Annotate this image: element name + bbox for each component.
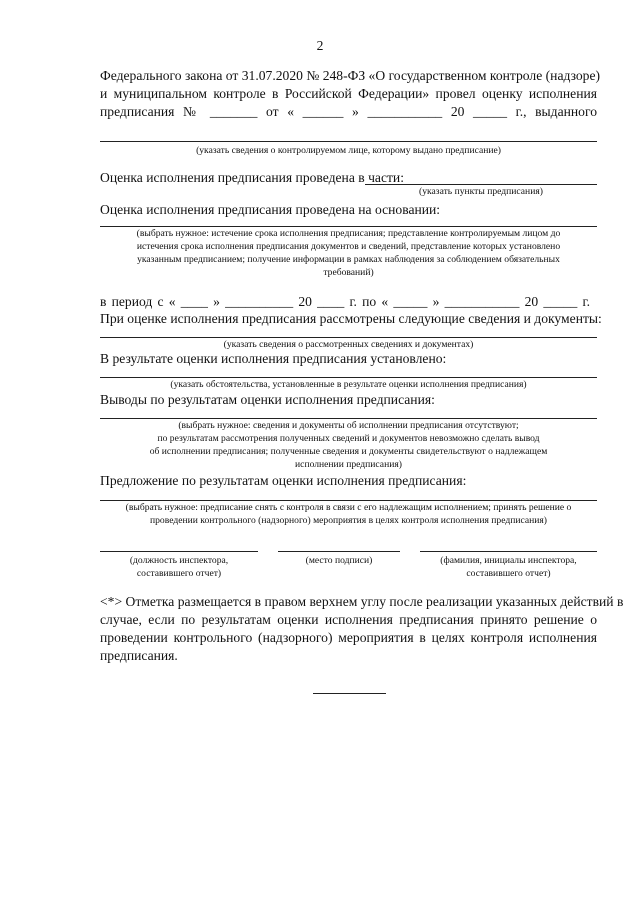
name-line — [420, 551, 597, 552]
intro-line-1: Федерального закона от 31.07.2020 № 248-ФЗ «О государственном контроле (надзоре) — [100, 68, 601, 83]
proposal-caption-1: (выбрать нужное: предписание снять с контроля в связи с его надлежащим исполнением; принять решение о — [125, 502, 572, 513]
page-number: 2 — [316, 38, 324, 53]
assessment-basis-caption-4: требований) — [323, 267, 374, 278]
assessment-basis-caption-3: указанным предписанием; получение информации в рамках наблюдения за соблюдением обязательных — [137, 254, 560, 265]
established-label: В результате оценки исполнения предписания установлено: — [100, 351, 447, 366]
conclusions-caption-4: исполнении предписания) — [295, 459, 402, 470]
proposal-caption-2: проведении контрольного (надзорного) мероприятия в целях контроля исполнения предписания) — [150, 515, 547, 526]
end-separator — [313, 693, 386, 694]
documents-caption: (указать сведения о рассмотренных сведениях и документах) — [223, 339, 474, 350]
position-caption-2: составившего отчет) — [136, 568, 222, 579]
conclusions-label: Выводы по результатам оценки исполнения предписания: — [100, 392, 435, 407]
intro-line-2: и муниципальном контроле в Российской Федерации» провел оценку исполнения — [100, 86, 597, 101]
footnote-line-3: проведении контрольного (надзорного) мероприятия в целях контроля исполнения — [100, 630, 597, 645]
footnote-line-1: <*> Отметка размещается в правом верхнем углу после реализации указанных действий в — [100, 594, 624, 609]
proposal-line — [100, 500, 597, 501]
established-caption: (указать обстоятельства, установленные в результате оценки исполнения предписания) — [170, 379, 527, 390]
conclusions-caption-3: об исполнении предписания; полученные сведения и документы свидетельствуют о надлежащем — [149, 446, 548, 457]
person-line — [100, 141, 597, 142]
conclusions-caption-1: (выбрать нужное: сведения и документы об исполнении предписания отсутствуют; — [178, 420, 519, 431]
position-caption-1: (должность инспектора, — [129, 555, 229, 566]
documents-label: При оценке исполнения предписания рассмотрены следующие сведения и документы: — [100, 311, 602, 326]
conclusions-line — [100, 418, 597, 419]
period-line: в период с « ____ » __________ 20 ____ г. по « _____ » ___________ 20 _____ г. — [100, 294, 590, 309]
name-caption-1: (фамилия, инициалы инспектора, — [440, 555, 577, 566]
assessment-basis-caption-2: истечения срока исполнения предписания документов и сведений, представление которых установлено — [136, 241, 561, 252]
assessment-part-line — [365, 184, 597, 185]
name-caption-2: составившего отчет) — [466, 568, 551, 579]
documents-line — [100, 337, 597, 338]
assessment-part-label: Оценка исполнения предписания проведена в части: — [100, 170, 404, 185]
established-line — [100, 377, 597, 378]
assessment-basis-label: Оценка исполнения предписания проведена на основании: — [100, 202, 441, 217]
position-line — [100, 551, 258, 552]
conclusions-caption-2: по результатам рассмотрения полученных сведений и документов невозможно сделать вывод — [157, 433, 540, 444]
footnote-line-2: случае, если по результатам оценки исполнения предписания принято решение о — [100, 612, 597, 627]
intro-line-3: предписания № _______ от « ______ » ___________ 20 _____ г., выданного — [100, 104, 597, 119]
assessment-basis-line — [100, 226, 597, 227]
caption-person: (указать сведения о контролируемом лице, которому выдано предписание) — [196, 145, 501, 156]
assessment-basis-caption-1: (выбрать нужное: истечение срока исполнения предписания; представление контролируемым лицом до — [136, 228, 561, 239]
signature-caption: (место подписи) — [305, 555, 373, 566]
signature-line — [278, 551, 400, 552]
proposal-label: Предложение по результатам оценки исполнения предписания: — [100, 473, 467, 488]
assessment-part-caption: (указать пункты предписания) — [419, 186, 543, 197]
footnote-line-4: предписания. — [100, 648, 178, 663]
